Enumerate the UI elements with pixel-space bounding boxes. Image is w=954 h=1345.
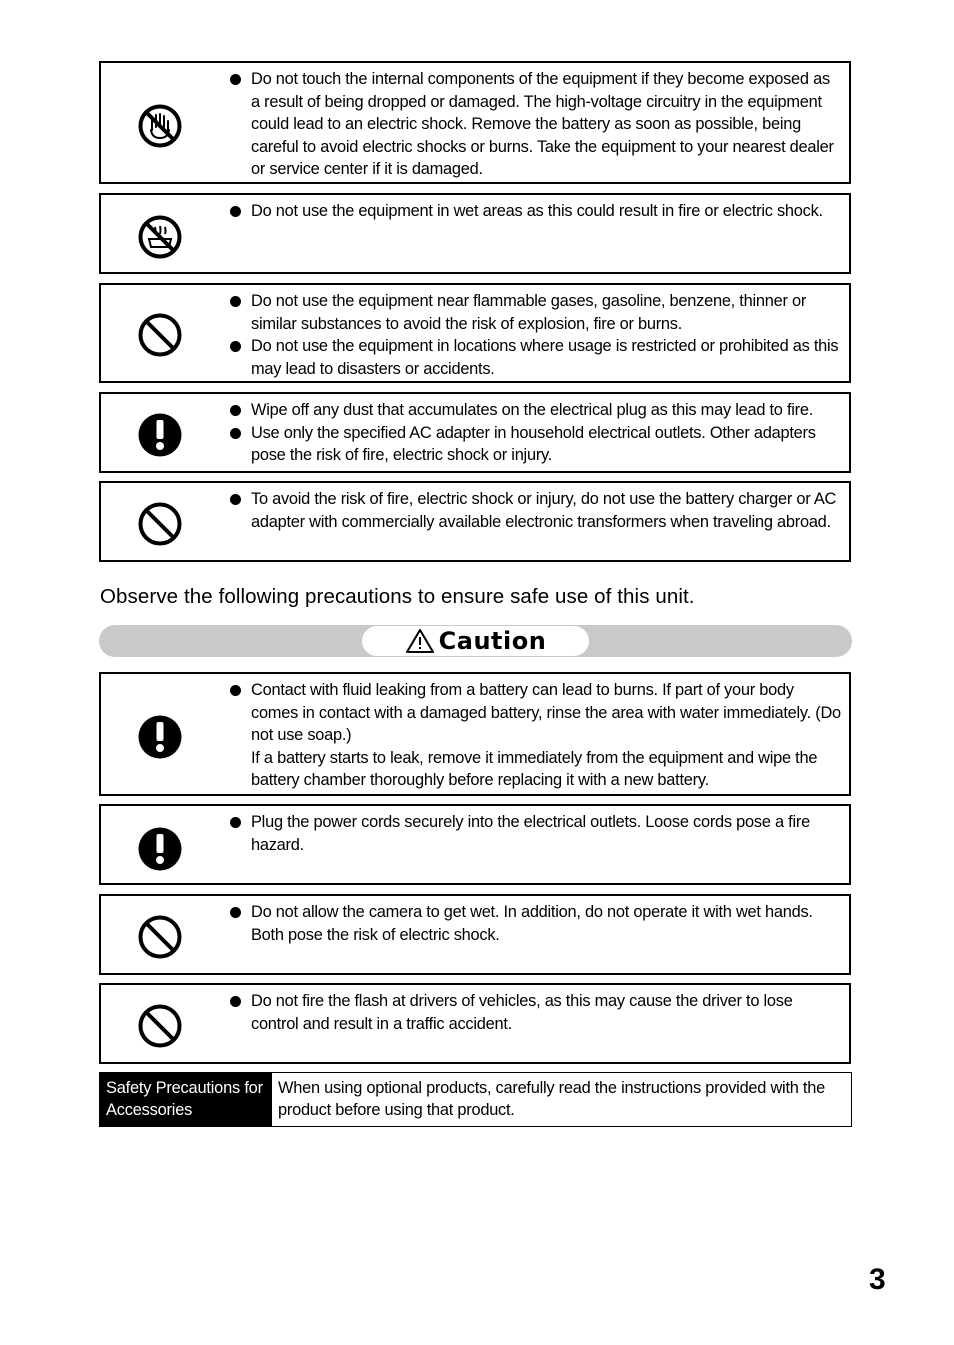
observe-text: Observe the following precautions to ensure safe use of this unit.: [100, 585, 695, 608]
list-item: To avoid the risk of fire, electric shock or injury, do not use the battery charger or AC adapter with commercially available electronic transformers when traveling abroad.: [227, 488, 841, 533]
warning-block-1: [99, 61, 851, 184]
list-item: Wipe off any dust that accumulates on the electrical plug as this may lead to fire.: [227, 399, 841, 422]
page-number: 3: [869, 1263, 886, 1296]
prohibition-icon: [137, 501, 183, 547]
prohibition-icon: [137, 312, 183, 358]
caution-label: Caution: [438, 627, 547, 655]
mandatory-action-icon: [137, 412, 183, 458]
mandatory-action-icon: [137, 714, 183, 760]
accessories-note: [99, 1072, 852, 1127]
warning-block-2: [99, 193, 851, 274]
do-not-touch-icon: [137, 103, 183, 149]
list-item-text: Contact with fluid leaking from a battery can lead to burns. If part of your body comes in contact with a damaged battery, rinse the area with water immediately. (Do not use soap.): [251, 681, 841, 744]
caution-block-2: [99, 804, 851, 885]
prohibition-icon: [137, 914, 183, 960]
caution-heading: [362, 626, 589, 656]
accessories-heading: Safety Precautions for Accessories: [100, 1073, 272, 1126]
warning-block-4: [99, 392, 851, 473]
caution-block-4: [99, 983, 851, 1064]
list-item: Use only the specified AC adapter in household electrical outlets. Other adapters pose the risk of fire, electric shock or injury.: [227, 422, 841, 467]
list-item: Do not use the equipment near flammable gases, gasoline, benzene, thinner or similar substances to avoid the risk of explosion, fire or burns.: [227, 290, 841, 335]
list-item: Do not use the equipment in locations where usage is restricted or prohibited as this may lead to disasters or accidents.: [227, 335, 841, 380]
caution-block-1: [99, 672, 851, 796]
list-item-extra: If a battery starts to leak, remove it immediately from the equipment and wipe the battery chamber thoroughly before replacing it with a new battery.: [251, 748, 818, 789]
no-wet-use-icon: [137, 214, 183, 260]
list-item: Do not fire the flash at drivers of vehicles, as this may cause the driver to lose control and result in a traffic accident.: [227, 990, 841, 1035]
prohibition-icon: [137, 1003, 183, 1049]
accessories-text: When using optional products, carefully read the instructions provided with the product before using that product.: [278, 1079, 825, 1119]
list-item: Do not use the equipment in wet areas as this could result in fire or electric shock.: [227, 200, 841, 223]
caution-block-3: [99, 894, 851, 975]
warning-block-5: [99, 481, 851, 562]
list-item: Do not touch the internal components of the equipment if they become exposed as a result of being dropped or damaged. The high-voltage circuitry in the equipment could lead to an electric shock. Remove the battery as soon as possible, being careful to avoid electric shocks or burns. Take the equipment to your nearest dealer or service center if it is damaged.: [227, 68, 841, 181]
list-item: Plug the power cords securely into the electrical outlets. Loose cords pose a fire hazard.: [227, 811, 841, 856]
list-item: Do not allow the camera to get wet. In addition, do not operate it with wet hands. Both pose the risk of electric shock.: [227, 901, 841, 946]
mandatory-action-icon: [137, 826, 183, 872]
list-item: [227, 679, 841, 792]
warning-triangle-icon: [405, 628, 435, 654]
warning-block-3: [99, 283, 851, 383]
